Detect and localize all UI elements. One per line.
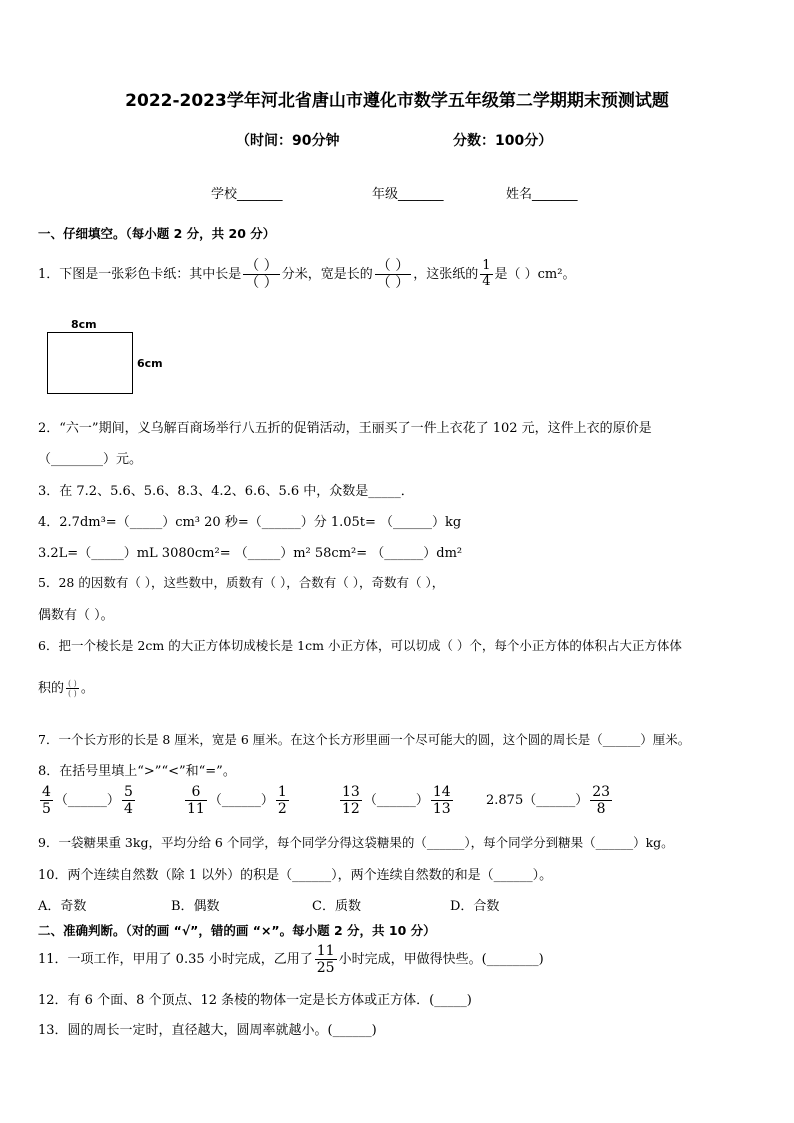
section-heading: 一、仔细填空。（每小题 2 分，共 20 分）	[38, 226, 276, 241]
name-field: 姓名_______	[506, 187, 578, 202]
question-9: 9．一袋糖果重 3kg，平均分给 6 个同学，每个同学分得这袋糖果的（______），每个同学分到糖果（______）kg。	[38, 835, 674, 850]
school-field: 学校_______	[211, 187, 283, 202]
grade-field: 年级_______	[372, 187, 444, 202]
question-text: ，这张纸的	[413, 267, 479, 283]
option-a: A．奇数	[38, 899, 87, 914]
question-12: 12．有 6 个面、8 个顶点、12 条棱的物体一定是长方体或正方体．(_____)	[38, 993, 472, 1008]
option-c: C．质数	[312, 899, 361, 914]
page-title: 2022-2023学年河北省唐山市遵化市数学五年级第二学期期末预测试题	[125, 91, 669, 111]
question-7: 7．一个长方形的长是 8 厘米，宽是 6 厘米。在这个长方形里画一个尽可能大的圆，这个圆的周长是（______）厘米。	[38, 732, 691, 747]
rectangle-figure	[47, 332, 133, 394]
comparison-item-4: 2.875（______） $\frac{23}{8}$	[486, 784, 611, 818]
rect-height-label: 6cm	[137, 357, 163, 370]
comparison-item-1: $\frac{4}{5}$ （______） $\frac{5}{4}$	[42, 784, 133, 818]
question-6-line-1: 6．把一个棱长是 2cm 的大正方体切成棱长是 1cm 小正方体，可以切成（ ）个，每个小正方体的体积占大正方体体	[38, 638, 682, 653]
question-text: 分米，宽是长的	[281, 267, 373, 283]
option-d: D．合数	[450, 899, 500, 914]
question-2-line-2: （________）元。	[38, 452, 143, 467]
section-heading: 二、准确判断。（对的画 “√”，错的画 “×”。每小题 2 分，共 10 分）	[38, 923, 436, 938]
exam-time: （时间：90分钟	[236, 133, 340, 149]
question-5-line-1: 5．28 的因数有（ ），这些数中，质数有（ ），合数有（ ），奇数有（ ），	[38, 575, 445, 590]
question-5-line-2: 偶数有（ ）。	[38, 608, 114, 623]
question-4-line-2: 3.2L=（_____）mL 3080cm²= （_____）m² 58cm²= （______）dm²	[38, 546, 463, 561]
question-6-line-2: 积的 $\frac{( )}{( )}$ 。	[38, 678, 94, 698]
question-11: 11．一项工作，甲用了 0.35 小时完成，乙用了 $\frac{11}{25}$ 小时完成，甲做得快些。(________)	[38, 943, 544, 977]
fraction: $\frac{1}{4}$	[482, 258, 491, 290]
question-13: 13．圆的周长一定时，直径越大，圆周率就越小。(______)	[38, 1023, 377, 1038]
question-4-line-1: 4．2.7dm³=（_____）cm³ 20 秒=（______）分 1.05t= （______）kg	[38, 515, 462, 530]
question-1	[38, 258, 575, 291]
exam-score: 分数：100分）	[453, 133, 553, 149]
question-10: 10．两个连续自然数（除 1 以外）的积是（______），两个连续自然数的和是（______）。	[38, 868, 553, 883]
blank-fraction: $\frac{( )}{( )}$	[68, 678, 77, 698]
comparison-item-3: $\frac{13}{12}$ （______） $\frac{14}{13}$	[342, 784, 451, 818]
blank-fraction: $\frac{( )}{( )}$	[245, 258, 278, 292]
question-text: 是（ ）cm²。	[494, 267, 576, 283]
question-2-line-1: 2．“六一”期间，义乌解百商场举行八五折的促销活动，王丽买了一件上衣花了 102 元，这件上衣的原价是	[38, 421, 652, 436]
question-8-intro: 8．在括号里填上“>”“<”和“=”。	[38, 764, 236, 779]
option-b: B．偶数	[171, 899, 220, 914]
blank-fraction: $\frac{( )}{( )}$	[376, 258, 410, 292]
fraction: $\frac{11}{25}$	[316, 943, 335, 977]
question-3: 3．在 7.2、5.6、5.6、8.3、4.2、6.6、5.6 中，众数是_____．	[38, 484, 414, 499]
question-text: 1．下图是一张彩色卡纸：其中长是	[38, 267, 242, 283]
rect-width-label: 8cm	[71, 318, 97, 331]
comparison-item-2: $\frac{6}{11}$ （______） $\frac{1}{2}$	[187, 784, 287, 818]
